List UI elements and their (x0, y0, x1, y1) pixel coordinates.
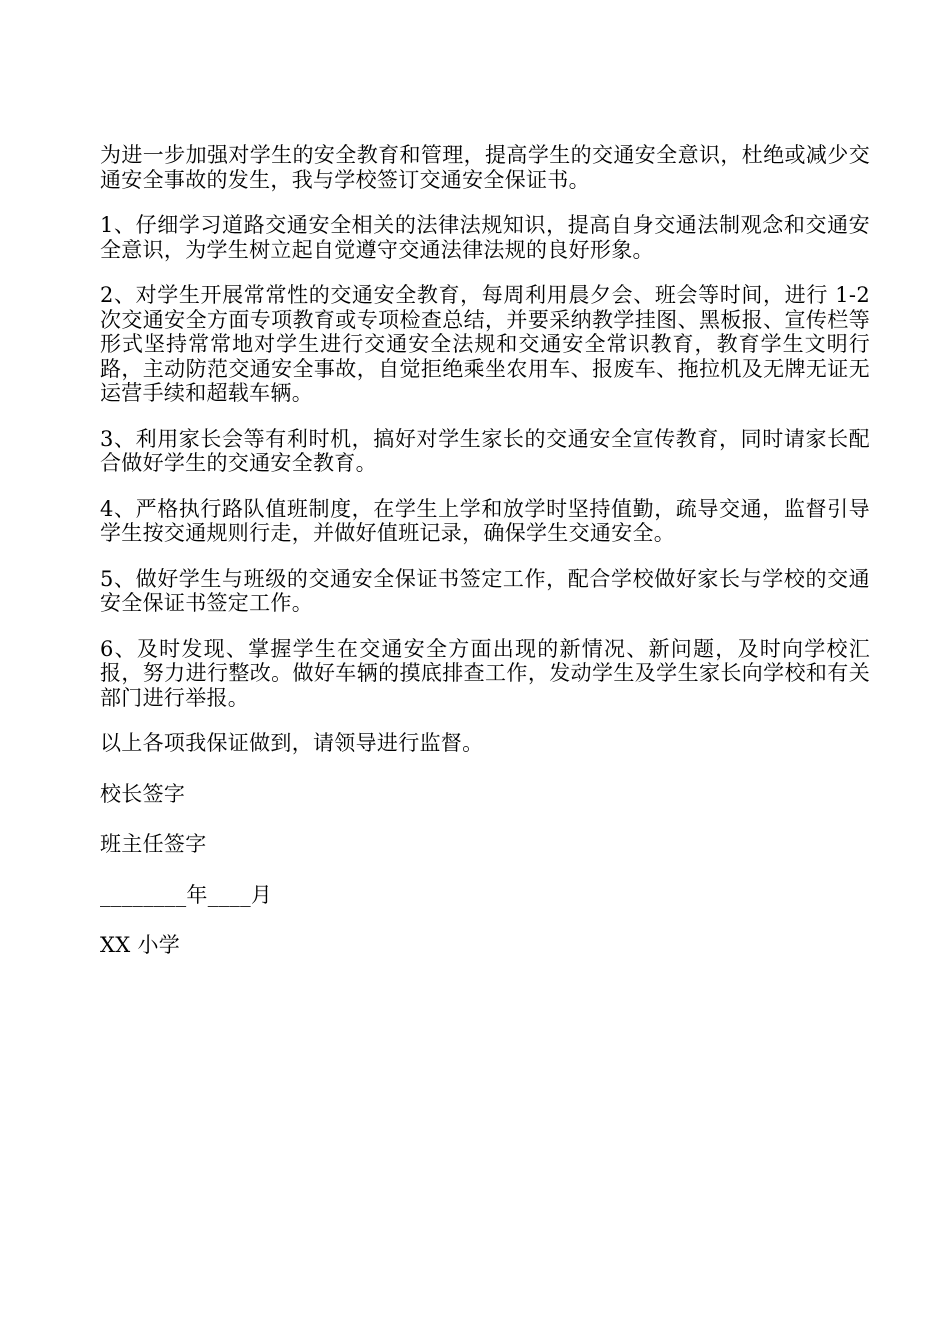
item-4-paragraph: 4、严格执行路队值班制度，在学生上学和放学时坚持值勤，疏导交通，监督引导学生按交通规则行走，并做好值班记录，确保学生交通安全。 (100, 496, 870, 545)
item-1-paragraph: 1、仔细学习道路交通安全相关的法律法规知识，提高自身交通法制观念和交通安全意识，为学生树立起自觉遵守交通法律法规的良好形象。 (100, 213, 870, 262)
principal-signature-label: 校长签字 (100, 781, 186, 806)
item-2-paragraph: 2、对学生开展常常性的交通安全教育，每周利用晨夕会、班会等时间，进行 1-2 次交通安全方面专项教育或专项检查总结，并要采纳教学挂图、黑板报、宣传栏等形式坚持常常地对学生进行交通安全法规和交通安全常识教育，教育学生文明行路，主动防范交通安全事故，自觉拒绝乘坐农用车、报废车、拖拉机及无牌无证无运营手续和超载车辆。 (100, 283, 877, 405)
closing-paragraph: 以上各项我保证做到，请领导进行监督。 (100, 731, 484, 755)
item-5-paragraph: 5、做好学生与班级的交通安全保证书签定工作，配合学校做好家长与学校的交通安全保证书签定工作。 (100, 566, 870, 615)
teacher-signature-label: 班主任签字 (100, 832, 207, 856)
document-body (100, 143, 877, 984)
school-name: XX 小学 (100, 933, 181, 957)
item-6-paragraph: 6、及时发现、掌握学生在交通安全方面出现的新情况、新问题，及时向学校汇报，努力进行整改。做好车辆的摸底排查工作，发动学生及学生家长向学校和有关部门进行举报。 (100, 636, 870, 710)
date-line: ________年____月 (100, 882, 273, 907)
intro-paragraph: 为进一步加强对学生的安全教育和管理，提高学生的交通安全意识，杜绝或减少交通安全事故的发生，我与学校签订交通安全保证书。 (100, 143, 870, 192)
item-3-paragraph: 3、利用家长会等有利时机，搞好对学生家长的交通安全宣传教育，同时请家长配合做好学生的交通安全教育。 (100, 426, 870, 475)
